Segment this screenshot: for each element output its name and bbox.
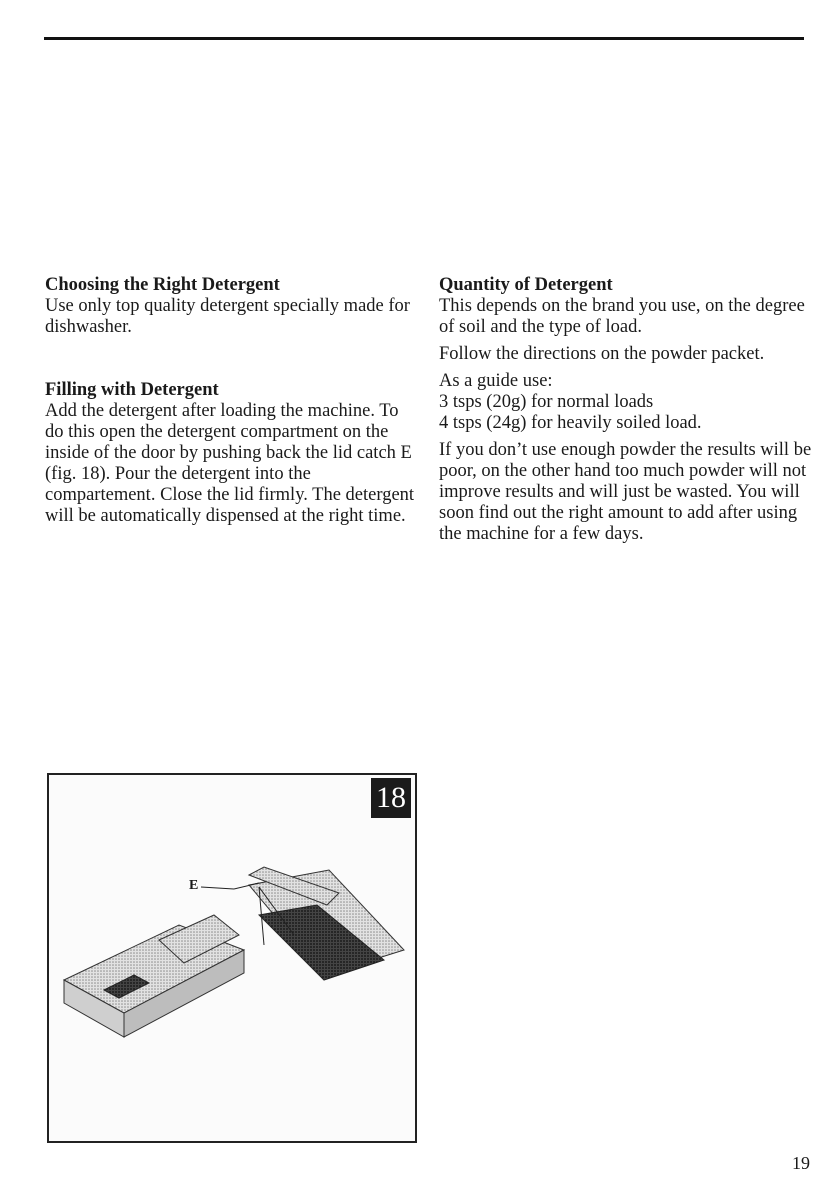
left-column xyxy=(45,275,415,533)
guide-line-heavy: 4 tsps (24g) for heavily soiled load. xyxy=(439,413,702,433)
page-number: 19 xyxy=(792,1153,810,1173)
section-text-choosing-detergent: Use only top quality detergent specially made for dishwasher. xyxy=(45,296,410,337)
figure-18 xyxy=(47,773,417,1143)
section-text-filling-detergent: Add the detergent after loading the machine. To do this open the detergent compartment on the inside of the door by pushing back the lid catch E (fig. 18). Pour the detergent into the compartement. Close the lid firmly. The detergent will be automatically dispensed at the right time. xyxy=(45,401,415,526)
figure-number-badge: 18 xyxy=(371,778,411,818)
guide-line-normal: 3 tsps (20g) for normal loads xyxy=(439,392,654,412)
detergent-dispenser-illustration xyxy=(49,775,415,1141)
section-heading-filling-detergent: Filling with Detergent xyxy=(45,380,219,400)
section-heading-quantity: Quantity of Detergent xyxy=(439,275,613,295)
quantity-paragraph-3: If you don’t use enough powder the results will be poor, on the other hand too much powder will not improve results and will just be wasted. You will soon find out the right amount to add after using the machine for a few days. xyxy=(439,440,812,544)
quantity-paragraph-2: Follow the directions on the powder packet. xyxy=(439,344,765,364)
right-column xyxy=(439,275,814,551)
quantity-paragraph-1: This depends on the brand you use, on the degree of soil and the type of load. xyxy=(439,296,805,337)
top-rule xyxy=(44,37,804,40)
lid-catch-label: E xyxy=(189,878,199,893)
section-heading-choosing-detergent: Choosing the Right Detergent xyxy=(45,275,280,295)
guide-intro: As a guide use: xyxy=(439,371,553,391)
